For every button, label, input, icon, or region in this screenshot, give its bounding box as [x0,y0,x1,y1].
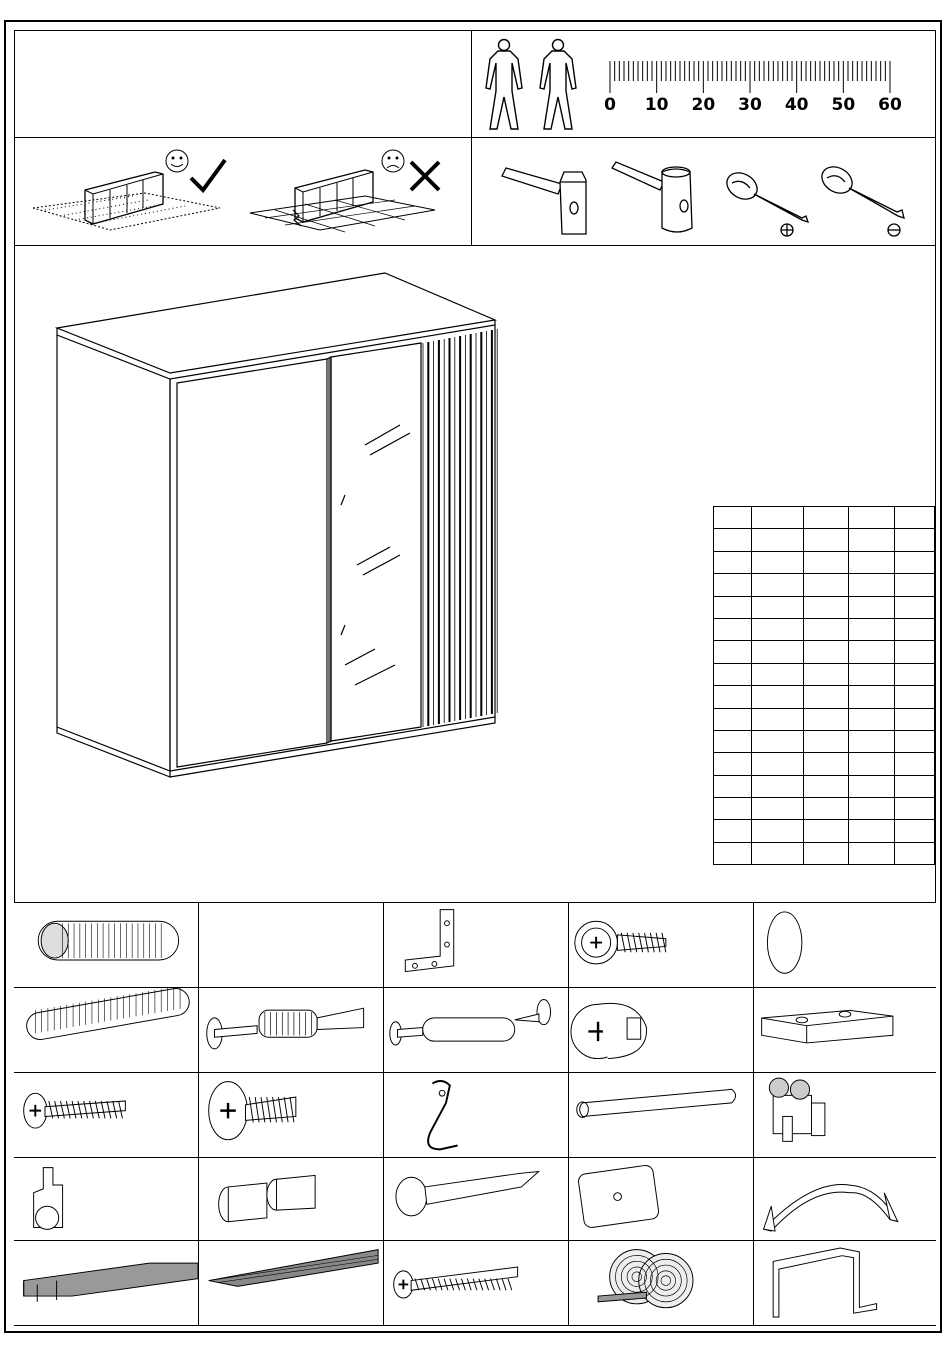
parts-list-cell [849,686,895,708]
parts-list-cell [803,686,849,708]
tools-illustration [472,138,935,244]
part-cell-door-guide [14,1158,199,1241]
parts-list-row [714,618,935,640]
parts-list-cell [714,842,752,864]
tools-box [471,137,936,246]
plastic-pad-icon [569,1158,753,1240]
parts-list-cell [714,686,752,708]
smiley-face-icon [166,150,188,172]
part-cell-angle-bracket [384,903,569,988]
parts-list-cell [751,798,803,820]
part-cell-screw-large-head [199,1073,384,1158]
parts-list-row [714,798,935,820]
parts-list-row [714,663,935,685]
bottom-track-icon [199,1241,383,1325]
part-cell-cam-screw [569,903,754,988]
parts-list-cell [849,641,895,663]
part-cell-shelf-pin [199,1158,384,1241]
rubber-mallet-icon [612,162,692,232]
part-cell-wooden-dowel-long [14,988,199,1073]
part-cell-cam-bolt-with-dowel [199,988,384,1073]
parts-list-cell [803,596,849,618]
rail-support-clip-icon [384,1073,568,1157]
ruler-label: 20 [691,95,716,115]
parts-list-row [714,686,935,708]
cam-lock-icon [569,988,753,1072]
parts-list-cell [751,551,803,573]
hanging-rail-icon [569,1073,753,1157]
parts-list-cell [849,842,895,864]
door-stop-block-icon [754,988,936,1072]
part-cell-long-screw [384,1241,569,1326]
part-cell-bottom-track [199,1241,384,1326]
felt-tape-roll-icon [569,1241,753,1325]
parts-list-cell [849,618,895,640]
part-cell-door-roller [754,1073,936,1158]
people-time-box [471,30,936,138]
parts-list-cell [803,775,849,797]
part-cell-allen-key [754,1241,936,1326]
cam-bolt-with-dowel-icon [199,988,383,1072]
parts-list-cell [751,753,803,775]
parts-list-cell [895,596,935,618]
part-cell-empty [199,903,384,988]
parts-list-cell [803,618,849,640]
ruler-label: 50 [831,95,856,115]
parts-list-row [714,842,935,864]
parts-list-row [714,730,935,752]
part-cell-door-stop-block [754,988,936,1073]
wooden-dowel-short-icon [14,903,198,987]
allen-key-icon [754,1241,936,1325]
parts-list-cell [803,551,849,573]
parts-list-cell [751,775,803,797]
parts-list-cell [849,663,895,685]
parts-list-cell [751,730,803,752]
parts-list-row [714,529,935,551]
parts-list-cell [714,507,752,529]
phillips-screwdriver-icon [722,168,808,236]
parts-list-cell [849,775,895,797]
connector-bolt-icon [384,988,568,1072]
parts-list-cell [714,641,752,663]
parts-list-cell [714,663,752,685]
parts-list-cell [849,730,895,752]
parts-list-row [714,753,935,775]
long-screw-icon [384,1241,568,1325]
parts-list-cell [895,686,935,708]
cam-screw-icon [569,903,753,987]
parts-list-row [714,641,935,663]
parts-list-cell [849,820,895,842]
parts-list-cell [849,708,895,730]
parts-list-cell [714,775,752,797]
parts-list-row [714,507,935,529]
parts-list-cell [803,798,849,820]
cross-icon [411,162,439,190]
parts-list-row [714,551,935,573]
parts-list-cell [895,753,935,775]
parts-list-cell [895,708,935,730]
parts-list-cell [803,663,849,685]
parts-list-cell [803,641,849,663]
parts-list-cell [803,529,849,551]
parts-list-cell [751,663,803,685]
title-box [14,30,472,138]
parts-list-cell [895,641,935,663]
parts-list-cell [895,663,935,685]
parts-list-cell [751,708,803,730]
parts-list-cell [895,798,935,820]
parts-list-cell [714,596,752,618]
parts-list-row [714,775,935,797]
parts-list-cell [895,775,935,797]
parts-list-cell [895,574,935,596]
part-cell-plastic-pad [569,1158,754,1241]
parts-list-cell [803,574,849,596]
parts-list-cell [714,551,752,573]
parts-list-cell [849,551,895,573]
ruler-label: 0 [604,95,616,115]
parts-list-cell [849,507,895,529]
part-cell-felt-tape-roll [569,1241,754,1326]
round-cap-icon [754,903,936,987]
angle-bracket-icon [384,903,568,987]
parts-list-cell [803,842,849,864]
parts-list-cell [751,820,803,842]
parts-list-table [713,506,935,865]
product-area [14,245,936,903]
parts-list-cell [849,574,895,596]
parts-list-cell [849,596,895,618]
parts-list-cell [714,798,752,820]
hammer-icon [502,168,586,234]
ruler-label: 60 [878,95,902,115]
parts-list-row [714,596,935,618]
parts-list-cell [751,686,803,708]
parts-list-cell [714,574,752,596]
parts-list-cell [714,708,752,730]
screw-large-head-icon [199,1073,383,1157]
parts-list-cell [714,730,752,752]
parts-list-row [714,574,935,596]
parts-list-cell [849,798,895,820]
parts-list-cell [714,618,752,640]
parts-list-cell [751,842,803,864]
parts-list-cell [849,753,895,775]
two-person-icon [478,33,588,139]
ruler-label: 10 [644,95,669,115]
part-cell-nail [384,1158,569,1241]
floor-protection-illustration [15,138,471,244]
part-cell-wooden-dowel-short [14,903,199,988]
parts-list-row [714,820,935,842]
bad-placement-icon [250,170,435,232]
shelf-pin-icon [199,1158,383,1240]
ruler-label: 30 [738,95,762,115]
part-cell-adhesive-strip [754,1158,936,1241]
parts-list-cell [895,618,935,640]
screw-countersunk-icon [14,1073,198,1157]
ruler-labels [602,95,902,119]
part-cell-rail-support-clip [384,1073,569,1158]
parts-list-cell [751,641,803,663]
nail-icon [384,1158,568,1240]
parts-list-cell [714,820,752,842]
wardrobe-illustration [45,265,565,825]
part-cell-hanging-rail [569,1073,754,1158]
door-guide-icon [14,1158,198,1240]
top-track-icon [14,1241,198,1325]
ruler-label: 40 [784,95,809,115]
placement-box [14,137,472,246]
parts-list-cell [751,596,803,618]
parts-list-cell [714,529,752,551]
parts-list-cell [895,730,935,752]
parts-list-cell [895,529,935,551]
part-cell-round-cap [754,903,936,988]
adhesive-strip-icon [754,1158,936,1240]
parts-list-cell [751,618,803,640]
parts-list-cell [895,507,935,529]
parts-list-cell [803,730,849,752]
parts-list-cell [803,753,849,775]
part-cell-connector-bolt [384,988,569,1073]
checkmark-icon [191,160,225,190]
part-cell-screw-countersunk [14,1073,199,1158]
parts-list-cell [849,529,895,551]
parts-list-cell [714,753,752,775]
parts-list-cell [803,507,849,529]
door-roller-icon [754,1073,936,1157]
flat-screwdriver-icon [817,162,904,236]
parts-list-cell [803,820,849,842]
sad-face-icon [382,150,404,172]
wooden-dowel-long-icon [14,988,198,1072]
parts-list-cell [895,842,935,864]
parts-list-cell [751,507,803,529]
parts-grid [14,902,936,1326]
parts-list-cell [751,529,803,551]
parts-list-cell [895,551,935,573]
part-cell-top-track [14,1241,199,1326]
parts-list-cell [803,708,849,730]
part-cell-cam-lock [569,988,754,1073]
parts-list-row [714,708,935,730]
parts-list-cell [895,820,935,842]
parts-list-cell [751,574,803,596]
